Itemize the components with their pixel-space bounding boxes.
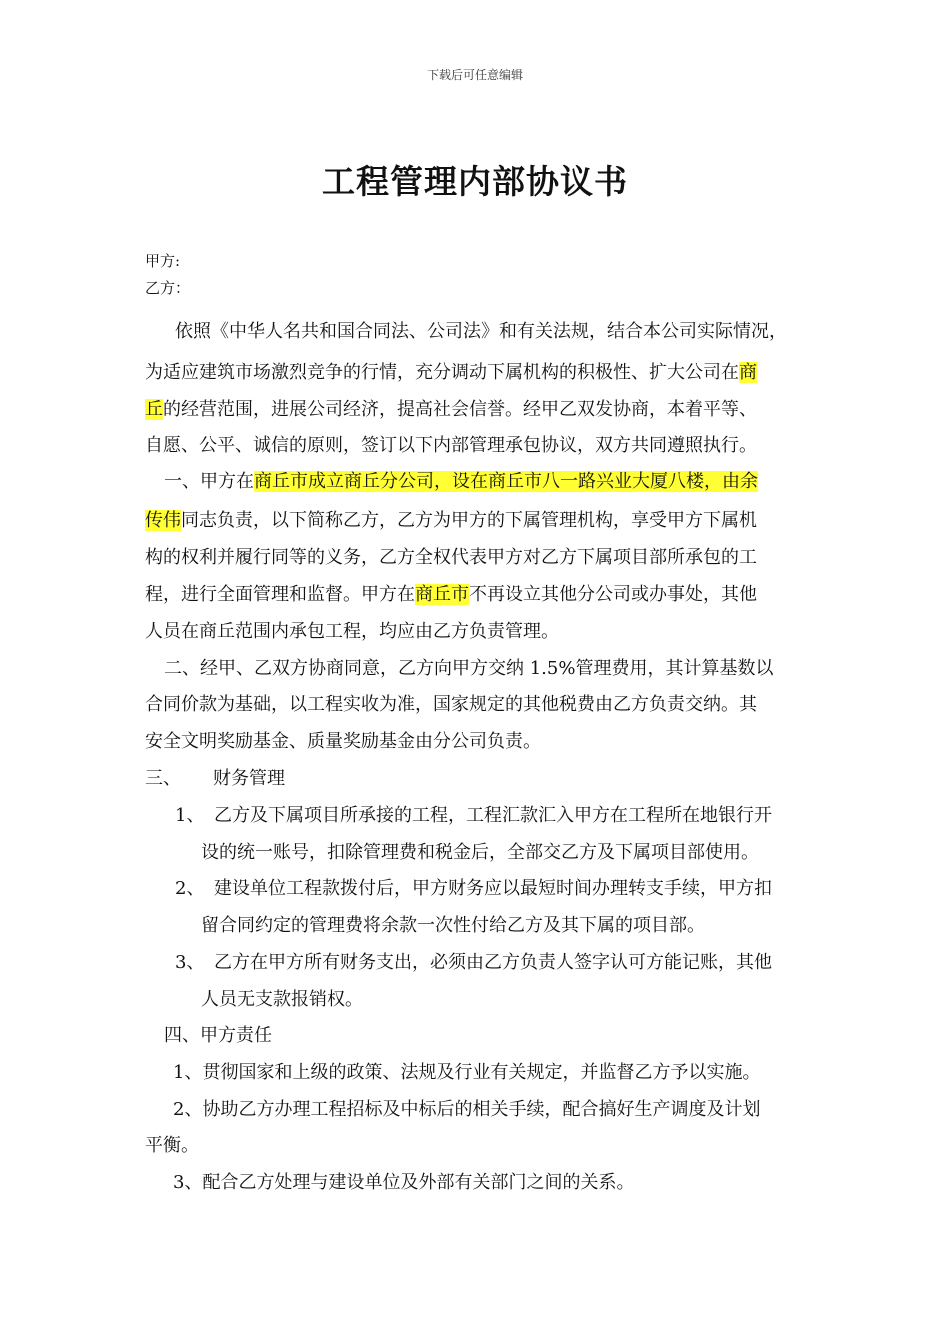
section-1-text: 一、甲方在	[164, 471, 254, 492]
section-1-line-3: 构的权利并履行同等的义务，乙方全权代表甲方对乙方下属项目部所承包的工	[145, 547, 757, 568]
section-3-number: 三、	[145, 768, 181, 789]
intro-line-4: 自愿、公平、诚信的原则，签订以下内部管理承包协议，双方共同遵照执行。	[145, 435, 757, 456]
party-b-label: 乙方：	[145, 279, 191, 297]
section-1-line-1	[164, 470, 758, 494]
intro-line-1: 依照《中华人名共和国合同法、公司法》和有关法规，结合本公司实际情况，	[175, 321, 787, 342]
section-1-text: 程，进行全面管理和监督。甲方在	[145, 584, 415, 605]
finance-item-2-cont: 留合同约定的管理费将余款一次性付给乙方及其下属的项目部。	[201, 915, 705, 936]
section-4-heading: 四、甲方责任	[164, 1025, 272, 1046]
item-text: 乙方在甲方所有财务支出，必须由乙方负责人签字认可方能记账，其他	[214, 952, 772, 973]
section-3-heading: 财务管理	[213, 768, 285, 789]
highlight-location: 商	[739, 362, 757, 383]
section-1-line-4	[145, 583, 757, 607]
intro-text: 的经营范围，进展公司经济，提高社会信誉。经甲乙双发协商，本着平等、	[163, 399, 757, 420]
highlight-person-name: 传伟	[145, 510, 181, 531]
responsibility-item-2: 2、协助乙方办理工程招标及中标后的相关手续，配合搞好生产调度及计划	[173, 1099, 761, 1120]
finance-item-3-cont: 人员无支款报销权。	[201, 989, 363, 1010]
intro-line-2	[145, 361, 757, 385]
document-title: 工程管理内部协议书	[322, 162, 628, 201]
item-number: 2、	[175, 878, 205, 899]
finance-item-3	[145, 951, 810, 975]
section-2-line-2: 合同价款为基础，以工程实收为准，国家规定的其他税费由乙方负责交纳。其	[145, 694, 757, 715]
item-number: 3、	[175, 952, 205, 973]
party-a-label: 甲方:	[145, 252, 181, 270]
finance-item-2	[145, 877, 810, 901]
responsibility-item-2-cont: 平衡。	[145, 1135, 199, 1156]
highlight-location: 丘	[145, 399, 163, 420]
item-text: 乙方及下属项目所承接的工程，工程汇款汇入甲方在工程所在地银行开	[214, 805, 772, 826]
item-number: 1、	[175, 805, 205, 826]
intro-text: 为适应建筑市场激烈竞争的行情，充分调动下属机构的积极性、扩大公司在	[145, 362, 739, 383]
finance-item-1	[145, 804, 810, 828]
highlight-branch-info: 商丘市成立商丘分公司，设在商丘市八一路兴业大厦八楼，由余	[254, 471, 758, 492]
section-1-text: 同志负责，以下简称乙方，乙方为甲方的下属管理机构，享受甲方下属机	[181, 510, 757, 531]
intro-line-3	[145, 398, 757, 422]
finance-item-1-cont: 设的统一账号，扣除管理费和税金后，全部交乙方及下属项目部使用。	[201, 842, 759, 863]
section-2-line-1: 二、经甲、乙双方协商同意，乙方向甲方交纳 1.5%管理费用，其计算基数以	[164, 658, 774, 679]
section-2-line-3: 安全文明奖励基金、质量奖励基金由分公司负责。	[145, 731, 541, 752]
header-note: 下载后可任意编辑	[426, 68, 523, 82]
highlight-city: 商丘市	[415, 584, 469, 605]
section-1-line-2	[145, 509, 757, 533]
section-1-line-5: 人员在商丘范围内承包工程，均应由乙方负责管理。	[145, 621, 559, 642]
item-text: 建设单位工程款拨付后，甲方财务应以最短时间办理转支手续，甲方扣	[214, 878, 772, 899]
section-1-text: 不再设立其他分公司或办事处，其他	[469, 584, 757, 605]
responsibility-item-1: 1、贯彻国家和上级的政策、法规及行业有关规定，并监督乙方予以实施。	[173, 1062, 761, 1083]
responsibility-item-3: 3、配合乙方处理与建设单位及外部有关部门之间的关系。	[173, 1172, 635, 1193]
